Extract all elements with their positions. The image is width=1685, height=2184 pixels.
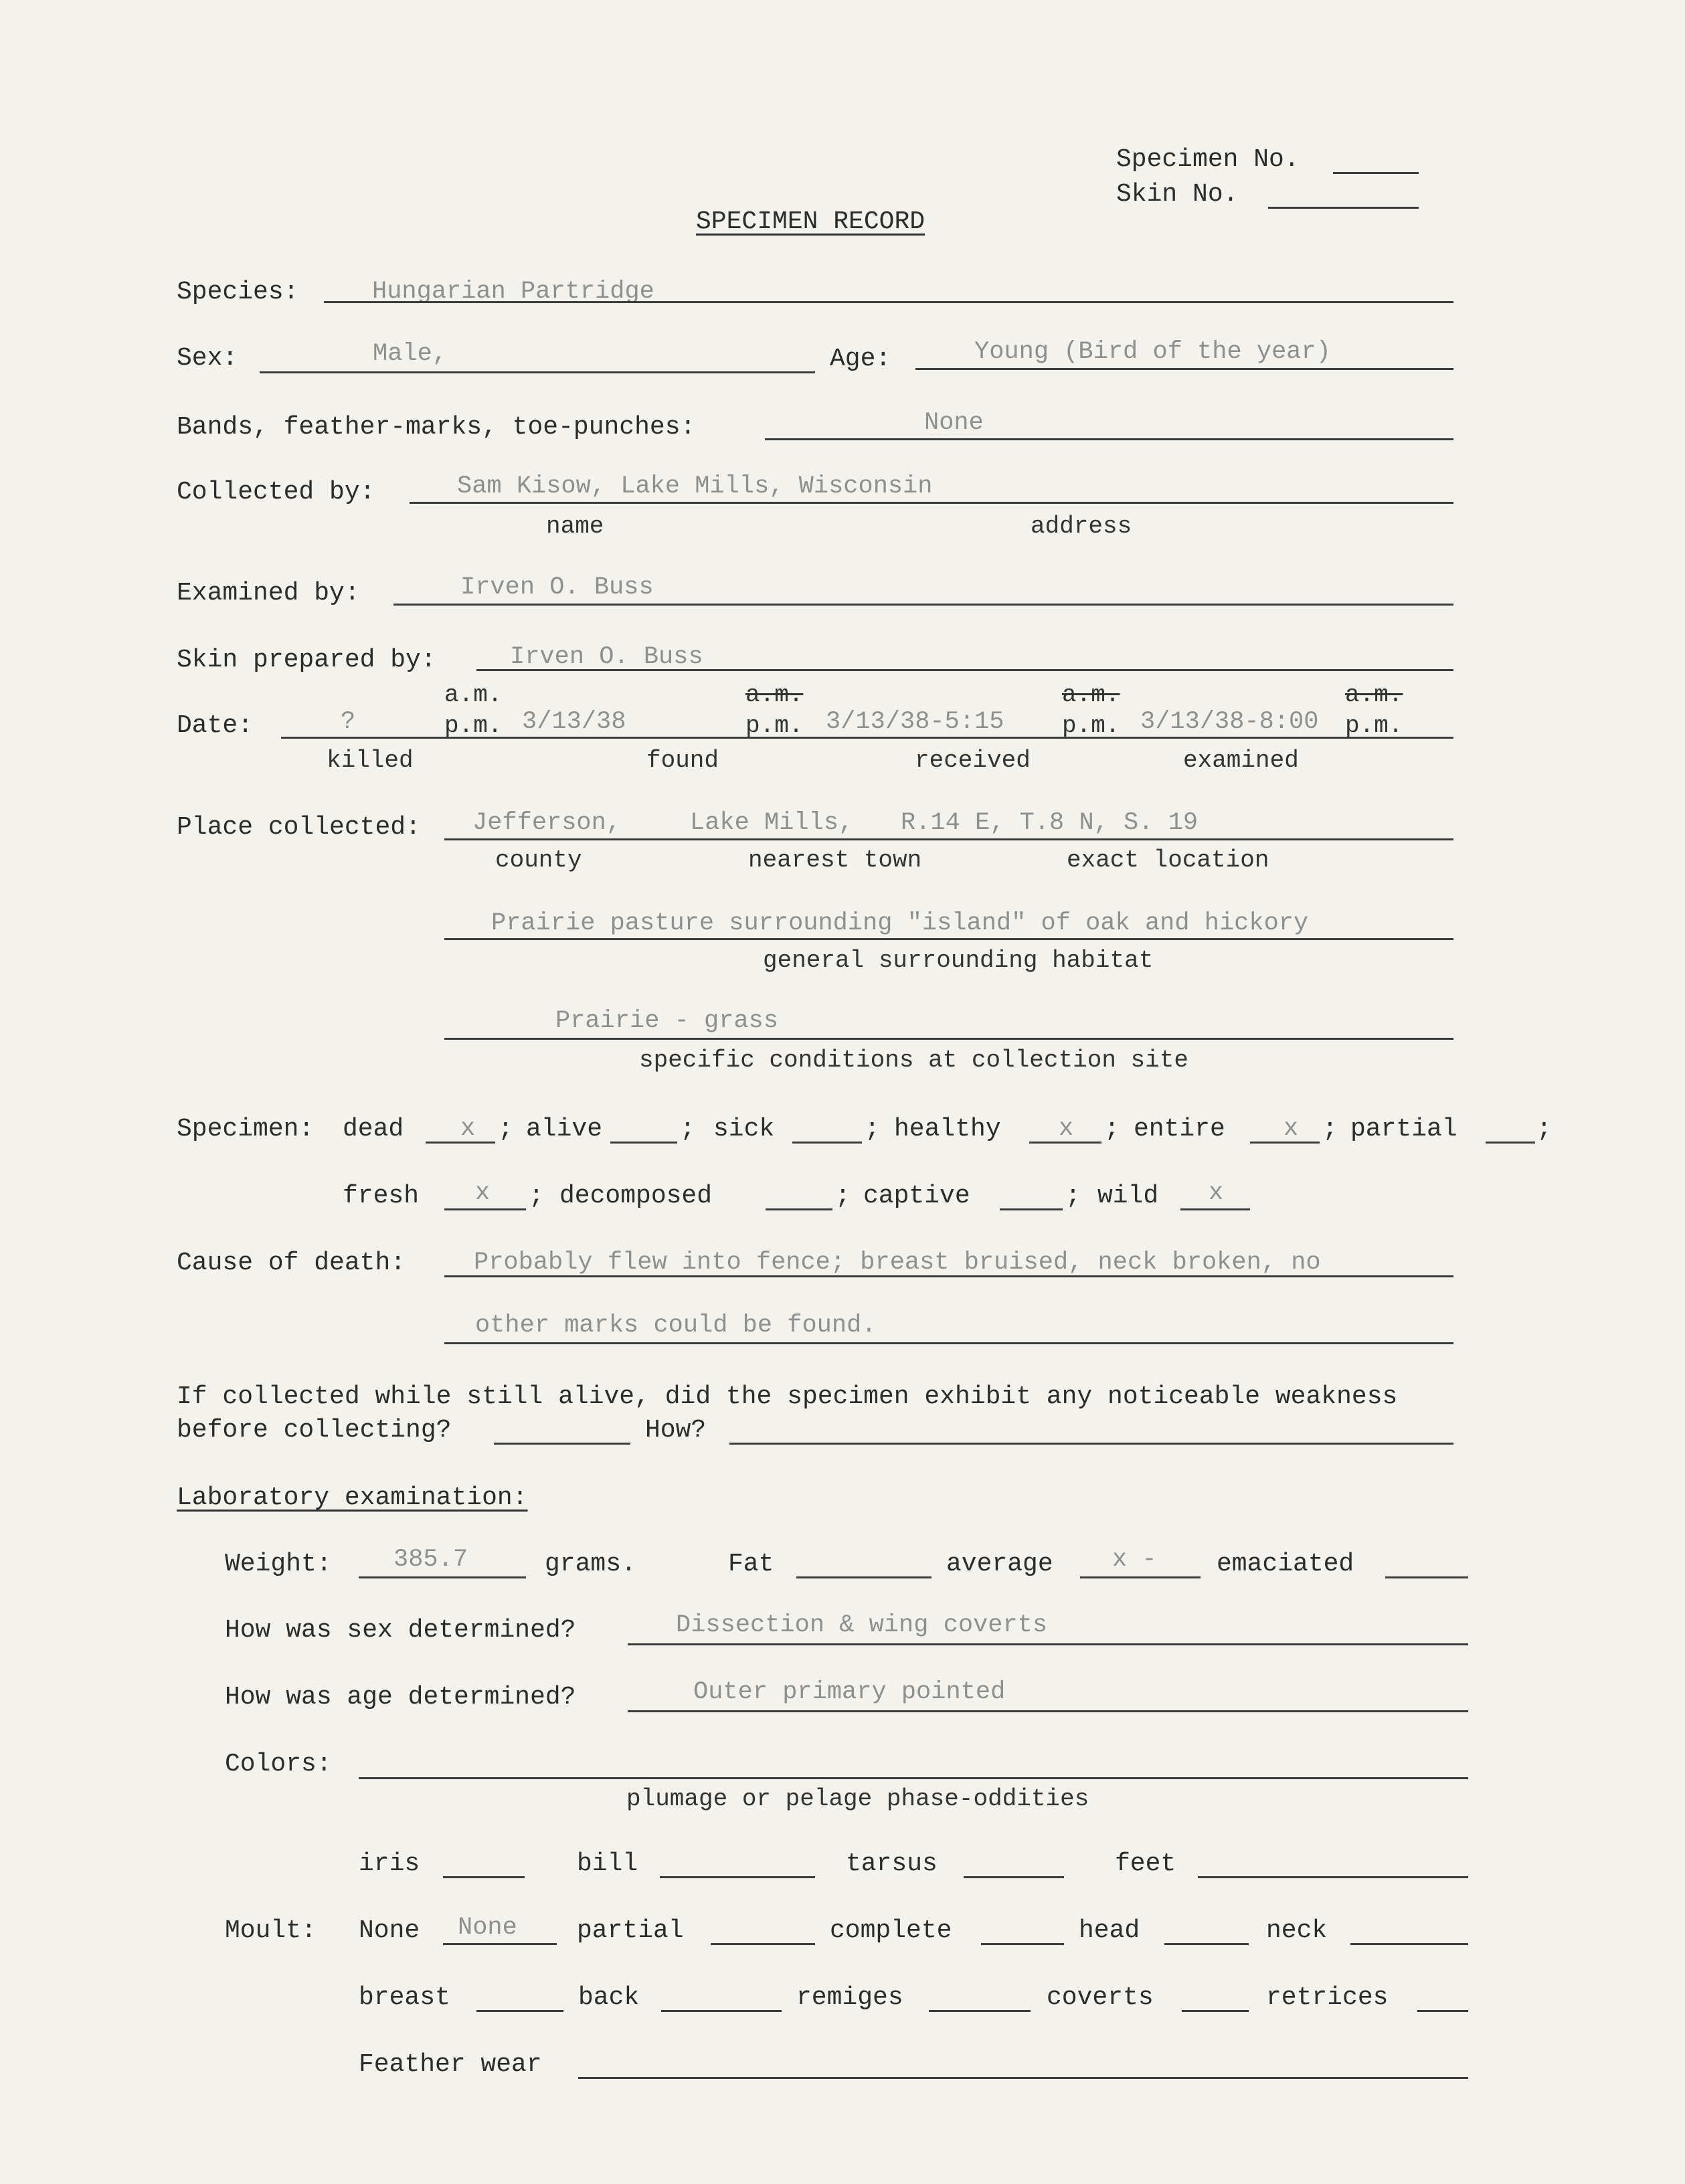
healthy-blank[interactable] xyxy=(1029,1142,1101,1144)
place-line[interactable] xyxy=(444,838,1453,840)
received-caption: received xyxy=(915,747,1031,774)
entire-blank[interactable] xyxy=(1250,1142,1320,1144)
species-value: Hungarian Partridge xyxy=(372,278,654,306)
moult-complete-label: complete xyxy=(830,1916,952,1945)
back-blank[interactable] xyxy=(661,2010,782,2012)
conditions-line[interactable] xyxy=(444,1038,1453,1040)
weight-label: Weight: xyxy=(225,1550,332,1578)
sex-line[interactable] xyxy=(260,371,815,373)
found-caption: found xyxy=(646,747,719,774)
conditions-value: Prairie - grass xyxy=(555,1007,779,1035)
pm-label: p.m. xyxy=(444,712,503,739)
am-label: a.m. xyxy=(444,681,503,709)
am-struck-found: a.m. xyxy=(745,681,804,709)
average-mark: x - xyxy=(1112,1546,1157,1574)
coverts-label: coverts xyxy=(1047,1983,1154,2012)
healthy-mark: x xyxy=(1059,1115,1074,1143)
pm-examined: p.m. xyxy=(1345,712,1403,739)
alive-question-line2: before collecting? xyxy=(177,1416,452,1445)
species-label: Species: xyxy=(177,278,299,306)
lab-heading: Laboratory examination: xyxy=(177,1483,528,1512)
place-county-value: Jefferson, xyxy=(472,809,622,837)
moult-neck-label: neck xyxy=(1266,1916,1328,1945)
colors-caption: plumage or pelage phase-oddities xyxy=(626,1785,1089,1813)
alive-label: alive xyxy=(526,1115,603,1144)
killed-caption: killed xyxy=(327,747,414,774)
fat-blank[interactable] xyxy=(796,1576,932,1578)
sick-blank[interactable] xyxy=(792,1142,862,1144)
iris-blank[interactable] xyxy=(443,1876,525,1878)
collected-address-caption: address xyxy=(1031,513,1132,540)
bands-line[interactable] xyxy=(765,438,1453,440)
retrices-label: retrices xyxy=(1266,1983,1389,2012)
cause-line1-value: Probably flew into fence; breast bruised, neck broken, no xyxy=(474,1249,1321,1277)
age-line[interactable] xyxy=(915,368,1453,370)
how-label: How? xyxy=(645,1416,707,1445)
form-title: SPECIMEN RECORD xyxy=(696,207,925,236)
tarsus-blank[interactable] xyxy=(964,1876,1064,1878)
breast-label: breast xyxy=(359,1983,450,2012)
species-line[interactable] xyxy=(324,301,1453,303)
moult-neck-blank[interactable] xyxy=(1350,1943,1468,1945)
skin-no-label: Skin No. xyxy=(1116,180,1239,209)
feather-wear-label: Feather wear xyxy=(359,2050,542,2079)
habitat-caption: general surrounding habitat xyxy=(763,947,1154,974)
am-struck-received: a.m. xyxy=(1062,681,1120,709)
remiges-label: remiges xyxy=(796,1983,903,2012)
bands-value: None xyxy=(924,409,984,437)
place-label: Place collected: xyxy=(177,813,421,842)
specimen-no-label: Specimen No. xyxy=(1116,145,1300,174)
remiges-blank[interactable] xyxy=(929,2010,1031,2012)
average-blank[interactable] xyxy=(1080,1576,1201,1578)
moult-none-blank[interactable] xyxy=(443,1943,557,1945)
age-value: Young (Bird of the year) xyxy=(974,338,1331,366)
habitat-value: Prairie pasture surrounding "island" of oak and hickory xyxy=(491,909,1309,937)
retrices-blank[interactable] xyxy=(1417,2010,1468,2012)
collected-by-label: Collected by: xyxy=(177,478,375,507)
am-struck-examined: a.m. xyxy=(1345,681,1403,709)
fresh-mark: x xyxy=(475,1179,491,1207)
decomposed-blank[interactable] xyxy=(766,1208,832,1210)
skin-prepared-value: Irven O. Buss xyxy=(510,643,703,671)
conditions-caption: specific conditions at collection site xyxy=(639,1046,1188,1074)
partial-label: partial xyxy=(1350,1115,1457,1144)
dead-mark: x xyxy=(460,1115,476,1143)
moult-none-value: None xyxy=(458,1914,517,1942)
date-label: Date: xyxy=(177,711,254,740)
examined-by-label: Examined by: xyxy=(177,579,360,608)
sick-label: sick xyxy=(713,1115,775,1144)
colors-line[interactable] xyxy=(359,1777,1468,1779)
cause-line2[interactable] xyxy=(444,1342,1453,1344)
emaciated-label: emaciated xyxy=(1217,1550,1354,1578)
wild-label: wild xyxy=(1097,1182,1159,1210)
how-blank[interactable] xyxy=(729,1443,1453,1445)
date-line[interactable] xyxy=(281,737,1453,739)
skin-prepared-label: Skin prepared by: xyxy=(177,646,436,674)
collected-name-caption: name xyxy=(546,513,604,540)
nearest-town-caption: nearest town xyxy=(748,846,922,874)
cause-line1[interactable] xyxy=(444,1275,1453,1277)
age-determined-answer: Outer primary pointed xyxy=(693,1678,1006,1706)
weight-blank[interactable] xyxy=(359,1576,526,1578)
semi-5: ; xyxy=(1322,1115,1338,1144)
semi-7: ; xyxy=(529,1182,544,1210)
feather-wear-line[interactable] xyxy=(578,2077,1468,2079)
wild-blank[interactable] xyxy=(1180,1208,1250,1210)
semi-6: ; xyxy=(1536,1115,1552,1144)
entire-mark: x xyxy=(1283,1115,1299,1143)
dead-label: dead xyxy=(343,1115,404,1144)
bands-label: Bands, feather-marks, toe-punches: xyxy=(177,413,696,442)
date-examined-value: 3/13/38-8:00 xyxy=(1140,708,1319,736)
decomposed-label: decomposed xyxy=(559,1182,713,1210)
bill-label: bill xyxy=(577,1849,638,1878)
fat-label: Fat xyxy=(728,1550,774,1578)
wild-mark: x xyxy=(1209,1179,1224,1207)
pm-received: p.m. xyxy=(1062,712,1120,739)
iris-label: iris xyxy=(359,1849,420,1878)
fresh-blank[interactable] xyxy=(444,1208,526,1210)
weight-value: 385.7 xyxy=(393,1546,468,1574)
sex-determined-answer: Dissection & wing coverts xyxy=(676,1611,1048,1639)
colors-label: Colors: xyxy=(225,1750,332,1779)
tarsus-label: tarsus xyxy=(846,1849,938,1878)
partial-blank[interactable] xyxy=(1486,1142,1535,1144)
moult-partial-label: partial xyxy=(577,1916,684,1945)
semi-9: ; xyxy=(1065,1182,1081,1210)
average-label: average xyxy=(946,1550,1053,1578)
back-label: back xyxy=(578,1983,640,2012)
moult-none-label: None xyxy=(359,1916,420,1945)
captive-blank[interactable] xyxy=(1000,1208,1063,1210)
age-determined-line[interactable] xyxy=(628,1710,1468,1712)
entire-label: entire xyxy=(1134,1115,1225,1144)
moult-head-label: head xyxy=(1079,1916,1140,1945)
feet-blank[interactable] xyxy=(1198,1876,1468,1878)
skin-no-field[interactable] xyxy=(1268,207,1419,209)
dead-blank[interactable] xyxy=(426,1142,495,1144)
moult-head-blank[interactable] xyxy=(1164,1943,1249,1945)
breast-blank[interactable] xyxy=(476,2010,563,2012)
feet-label: feet xyxy=(1115,1849,1176,1878)
semi-3: ; xyxy=(865,1115,880,1144)
examined-by-value: Irven O. Buss xyxy=(460,573,654,602)
date-found-value: 3/13/38 xyxy=(522,708,626,736)
date-killed-value: ? xyxy=(341,708,356,736)
cause-line2-value: other marks could be found. xyxy=(475,1311,877,1340)
moult-label: Moult: xyxy=(225,1916,317,1945)
semi-2: ; xyxy=(680,1115,695,1144)
examined-caption: examined xyxy=(1183,747,1299,774)
sex-value: Male, xyxy=(373,340,448,368)
cause-label: Cause of death: xyxy=(177,1249,406,1277)
moult-complete-blank[interactable] xyxy=(981,1943,1064,1945)
sex-determined-question: How was sex determined? xyxy=(225,1616,576,1645)
exact-location-caption: exact location xyxy=(1067,846,1269,874)
habitat-line[interactable] xyxy=(444,938,1453,940)
alive-weakness-blank[interactable] xyxy=(494,1443,630,1445)
moult-partial-blank[interactable] xyxy=(711,1943,815,1945)
semi-1: ; xyxy=(498,1115,513,1144)
sex-label: Sex: xyxy=(177,344,238,373)
pm-found: p.m. xyxy=(745,712,804,739)
place-location-value: R.14 E, T.8 N, S. 19 xyxy=(901,809,1199,837)
fresh-label: fresh xyxy=(343,1182,420,1210)
semi-8: ; xyxy=(835,1182,851,1210)
county-caption: county xyxy=(495,846,582,874)
coverts-blank[interactable] xyxy=(1182,2010,1249,2012)
age-label: Age: xyxy=(830,345,891,373)
semi-4: ; xyxy=(1104,1115,1120,1144)
alive-question-line1: If collected while still alive, did the specimen exhibit any noticeable weakness xyxy=(177,1382,1398,1411)
examined-by-line[interactable] xyxy=(393,604,1453,606)
date-received-value: 3/13/38-5:15 xyxy=(826,708,1004,736)
skin-prepared-line[interactable] xyxy=(476,669,1453,671)
age-determined-question: How was age determined? xyxy=(225,1683,576,1712)
specimen-label: Specimen: xyxy=(177,1115,315,1144)
grams-label: grams. xyxy=(545,1550,636,1578)
alive-blank[interactable] xyxy=(610,1142,677,1144)
place-town-value: Lake Mills, xyxy=(690,809,854,837)
captive-label: captive xyxy=(863,1182,970,1210)
specimen-no-field[interactable] xyxy=(1333,172,1419,174)
collected-by-line[interactable] xyxy=(410,502,1453,504)
emaciated-blank[interactable] xyxy=(1385,1576,1468,1578)
sex-determined-line[interactable] xyxy=(628,1643,1468,1645)
collected-by-value: Sam Kisow, Lake Mills, Wisconsin xyxy=(457,472,933,500)
healthy-label: healthy xyxy=(894,1115,1001,1144)
bill-blank[interactable] xyxy=(660,1876,815,1878)
